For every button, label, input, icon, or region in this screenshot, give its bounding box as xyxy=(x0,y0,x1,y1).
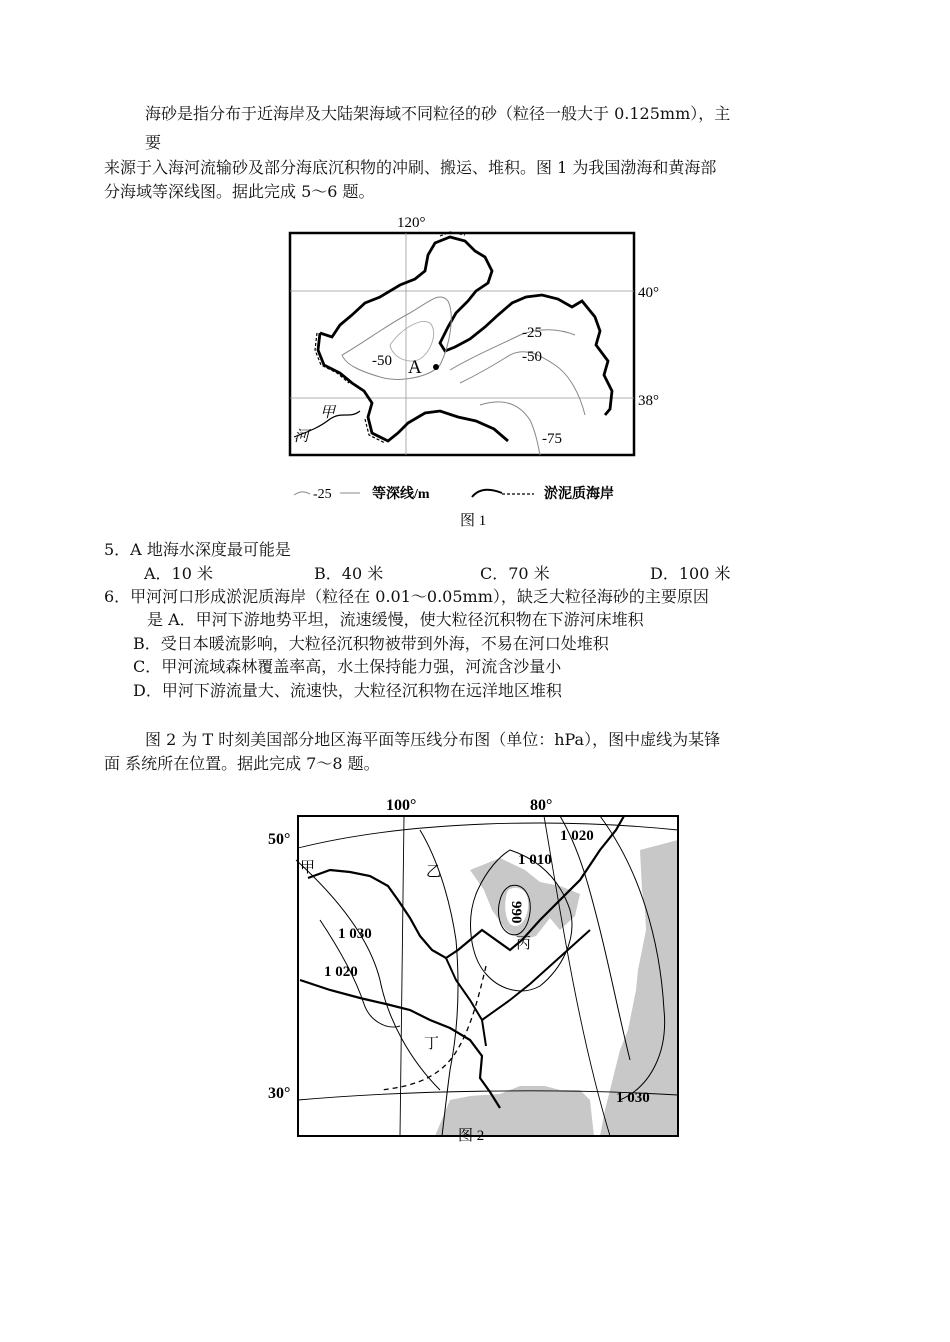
q6-option-a: 是 A．甲河下游地势平坦，流速缓慢，使大粒径沉积物在下游河床堆积 xyxy=(147,610,644,629)
fig1-isobath-minus75 xyxy=(480,402,540,455)
intro-line-4: 分海域等深线图。据此完成 5～6 题。 xyxy=(104,182,375,201)
fig2-parallel-50 xyxy=(298,823,678,848)
fig2-isobar-label-3: 990 xyxy=(508,901,524,924)
fig1-isobath-inner xyxy=(390,322,434,362)
fig2-place-ding: 丁 xyxy=(424,1036,440,1052)
fig2-meridian-80 xyxy=(544,816,610,1136)
q5-option-d: D．100 米 xyxy=(650,564,731,583)
fig2-lon-80: 80° xyxy=(530,797,553,814)
fig1-lat-40: 40° xyxy=(638,285,659,301)
fig1-point-a-marker xyxy=(433,364,439,370)
fig1-river-char-1: 甲 xyxy=(320,405,336,421)
fig2-river-mississippi xyxy=(446,958,486,1046)
q5-option-c: C．70 米 xyxy=(480,564,550,583)
intro-line-3: 来源于入海河流输砂及部分海底沉积物的冲刷、搬运、堆积。图 1 为我国渤海和黄海部 xyxy=(104,158,717,177)
fig1-legend-coast-text: 淤泥质海岸 xyxy=(544,487,614,502)
fig2-place-jia: 甲 xyxy=(300,860,316,876)
fig2-isobar-label-6: 1 030 xyxy=(616,1090,650,1106)
fig2-caption: 图 2 xyxy=(458,1128,485,1144)
fig2-lon-100: 100° xyxy=(386,797,417,814)
q5-stem: 5．A 地海水深度最可能是 xyxy=(104,540,291,559)
fig1-legend-depth-value: -25 xyxy=(313,487,332,502)
fig1-caption: 图 1 xyxy=(460,513,487,529)
fig1-lat-38: 38° xyxy=(638,393,659,409)
fig1-river-char-2: 河 xyxy=(294,429,310,445)
q5-option-a: A．10 米 xyxy=(144,564,214,583)
fig2-isobar-label-2: 1 010 xyxy=(518,852,552,868)
q6-option-d: D．甲河下游流量大、流速快，大粒径沉积物在远洋地区堆积 xyxy=(133,681,562,700)
fig1-legend-depth-text: 等深线/m xyxy=(372,487,430,502)
fig1-depth-label-3: -50 xyxy=(522,349,542,365)
fig2-place-bing: 丙 xyxy=(516,936,532,952)
intro2-line-2: 面 系统所在位置。据此完成 7～8 题。 xyxy=(104,754,380,773)
q6-option-b: B．受日本暖流影响，大粒径沉积物被带到外海，不易在河口处堆积 xyxy=(133,634,609,653)
intro-line-1: 海砂是指分布于近海岸及大陆架海域不同粒径的砂（粒径一般大于 0.125mm），主 xyxy=(145,104,731,123)
fig1-longitude-label: 120° xyxy=(397,215,426,231)
fig2-meridian-100 xyxy=(400,816,404,1136)
fig1-coastline-south xyxy=(318,333,508,441)
intro-line-2: 要 xyxy=(145,133,162,152)
fig2-isobar-label-4: 1 030 xyxy=(338,926,372,942)
fig1-depth-label-4: -75 xyxy=(542,431,562,447)
fig1-depth-label-1: -50 xyxy=(372,353,392,369)
fig2-isobar-label-5: 1 020 xyxy=(324,964,358,980)
fig1-point-a-label: A xyxy=(408,357,422,378)
fig2-lat-50: 50° xyxy=(268,831,291,848)
q5-option-b: B．40 米 xyxy=(314,564,384,583)
figure-1-isobath-map xyxy=(280,205,680,535)
fig2-isobar-1030-west xyxy=(296,860,440,1090)
fig1-depth-label-2: -25 xyxy=(522,325,542,341)
figure-2-isobar-map xyxy=(260,790,690,1150)
q6-stem: 6．甲河河口形成淤泥质海岸（粒径在 0.01～0.05mm），缺乏大粒径海砂的主要原因 xyxy=(104,587,709,606)
fig2-place-yi: 乙 xyxy=(426,864,442,880)
fig1-isobath-minus25 xyxy=(450,330,575,370)
fig2-lat-30: 30° xyxy=(268,1085,291,1102)
fig2-river-ohio xyxy=(482,930,590,1020)
intro2-line-1: 图 2 为 T 时刻美国部分地区海平面等压线分布图（单位：hPa），图中虚线为某锋 xyxy=(145,730,721,749)
fig2-isobar-label-1: 1 020 xyxy=(560,828,594,844)
q6-option-c: C．甲河流域森林覆盖率高，水土保持能力强，河流含沙量小 xyxy=(133,657,562,676)
fig1-coastline-north xyxy=(320,237,612,415)
fig1-legend-coast-symbol xyxy=(472,490,502,497)
fig1-legend-isobath-symbol xyxy=(294,492,310,495)
